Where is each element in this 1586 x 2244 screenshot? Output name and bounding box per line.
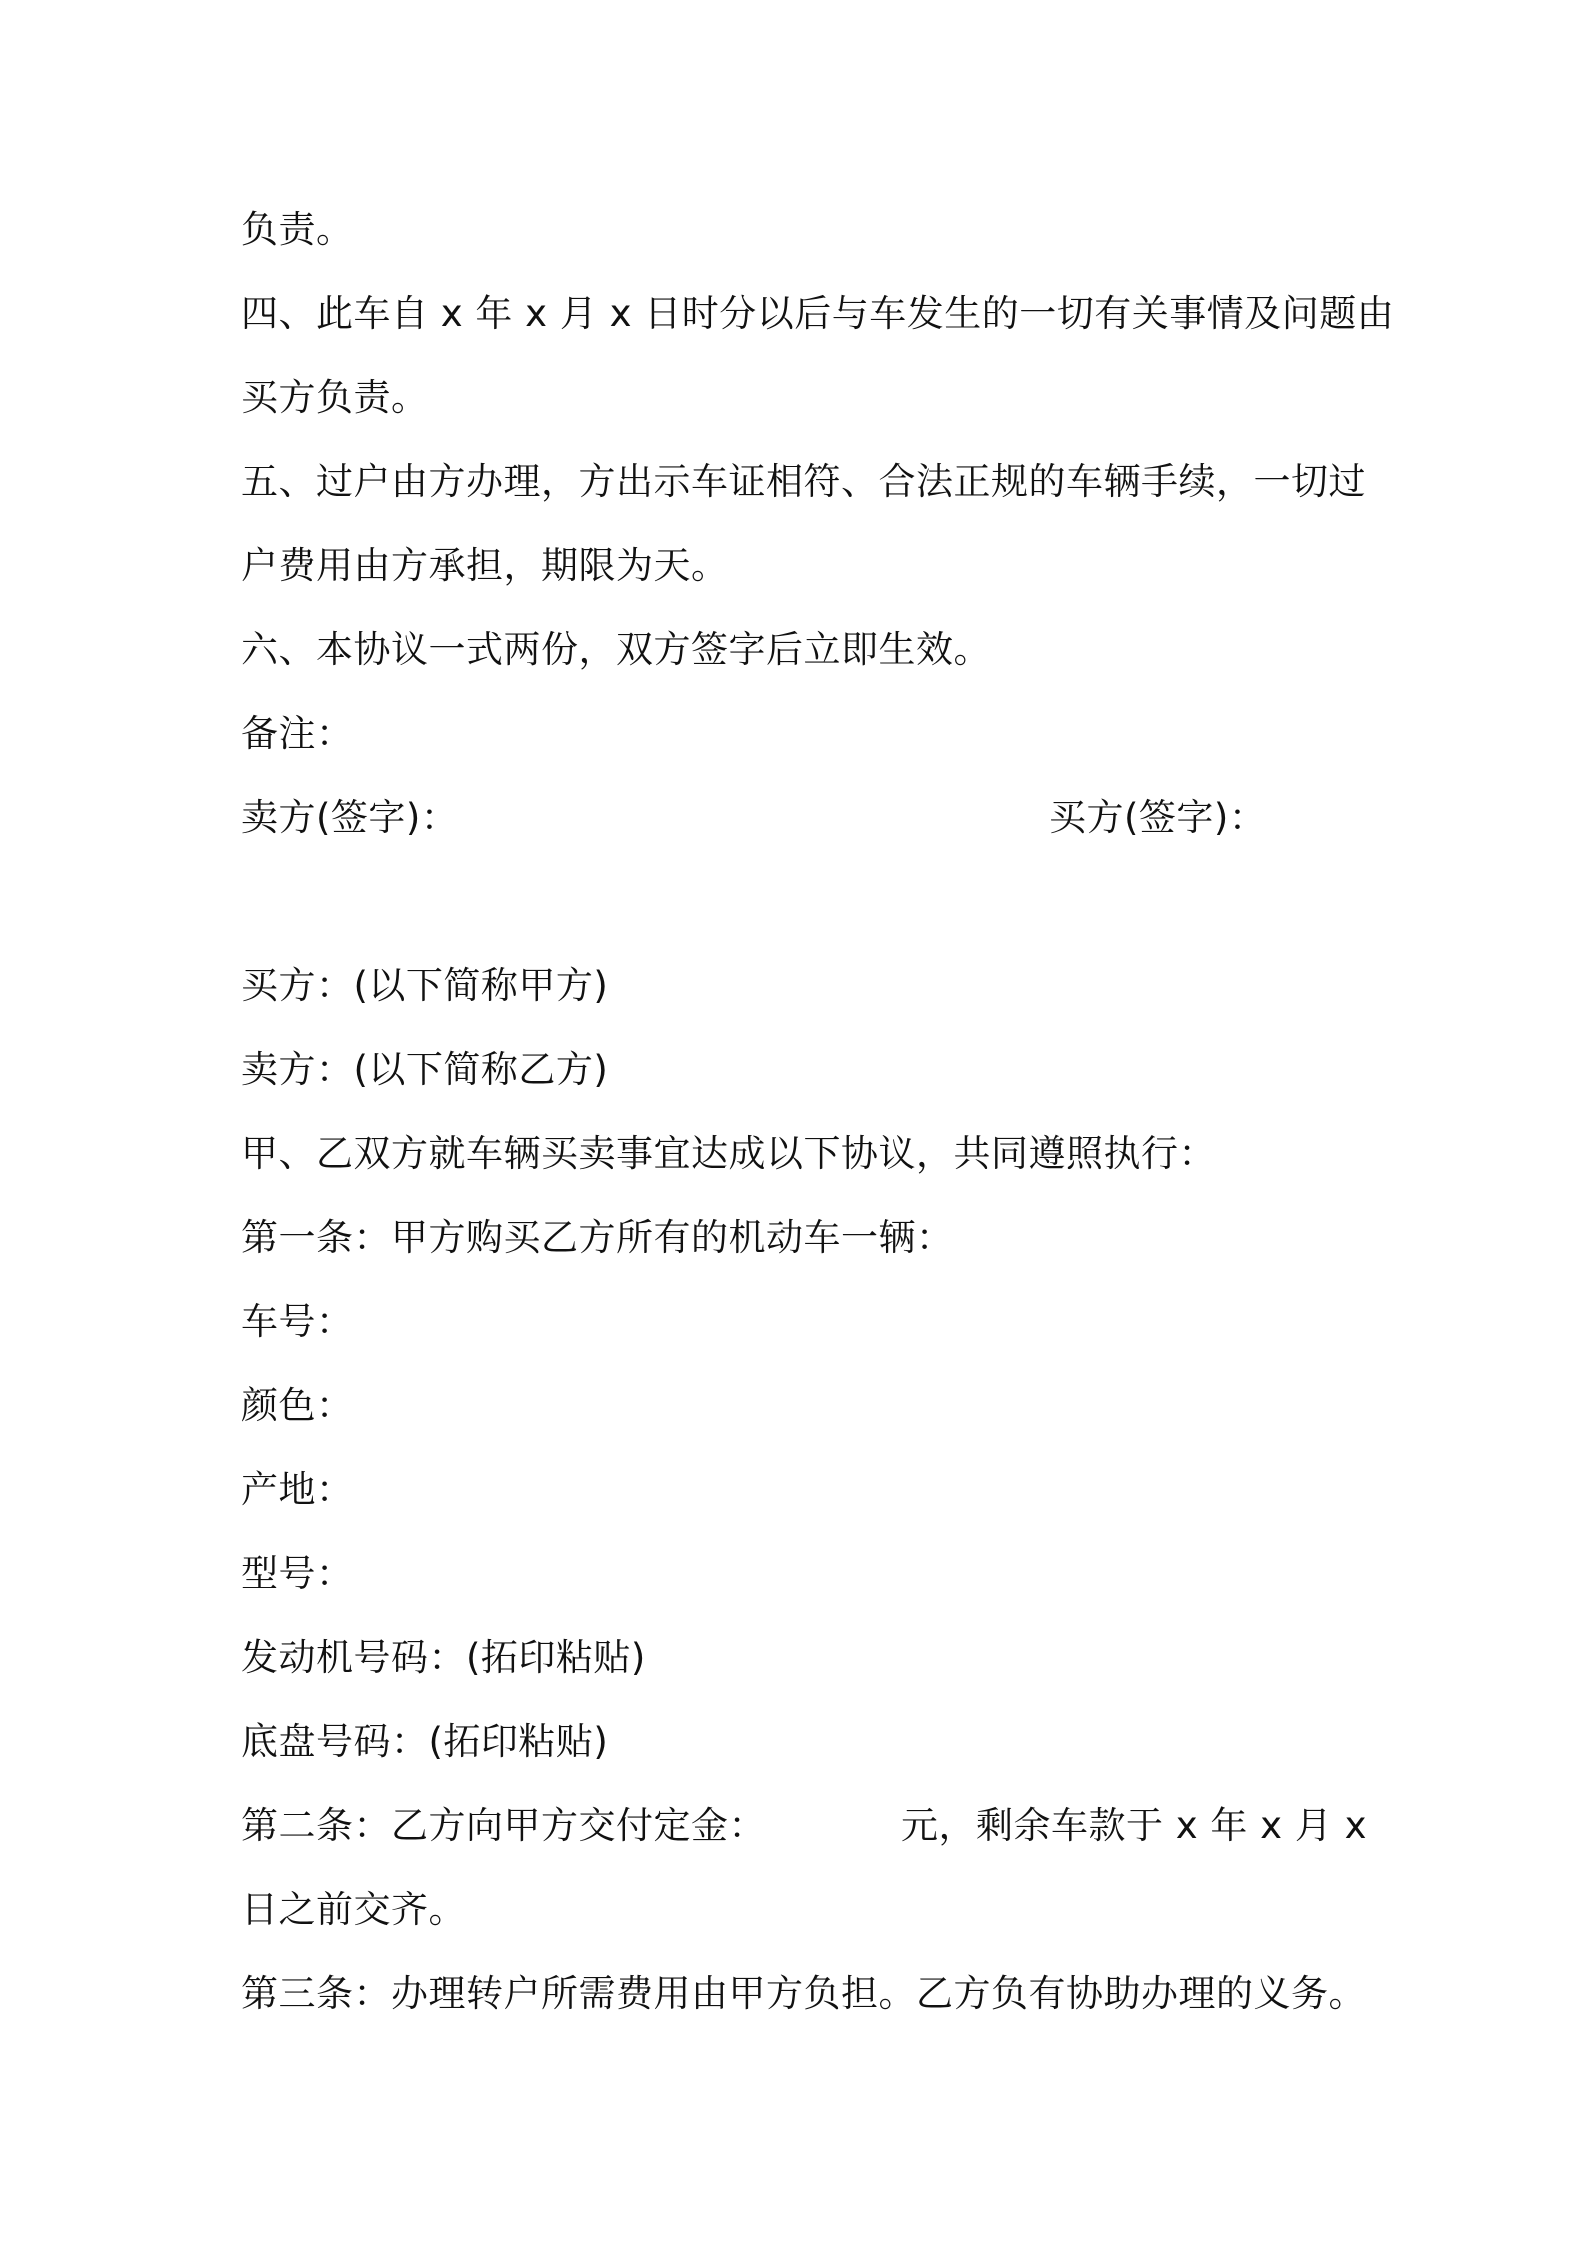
article-one: 第一条：甲方购买乙方所有的机动车一辆： bbox=[241, 1216, 954, 1259]
chassis-number-field: 底盘号码：(拓印粘贴) bbox=[241, 1720, 609, 1763]
clause-six: 六、本协议一式两份，双方签字后立即生效。 bbox=[241, 628, 991, 671]
text-line: 户费用由方承担，期限为天。 bbox=[241, 544, 729, 587]
signature-row bbox=[241, 793, 1371, 843]
seller-signature-label: 卖方(签字)： bbox=[241, 796, 459, 839]
model-field: 型号： bbox=[241, 1552, 354, 1595]
article-two-deposit: 第二条：乙方向甲方交付定金： bbox=[241, 1804, 766, 1847]
buyer-signature-label: 买方(签字)： bbox=[1049, 796, 1267, 839]
seller-party: 卖方：(以下简称乙方) bbox=[241, 1048, 609, 1091]
plate-number-field: 车号： bbox=[241, 1300, 354, 1343]
article-two-balance: 元，剩余车款于 x 年 x 月 x bbox=[901, 1804, 1367, 1847]
remarks-label: 备注： bbox=[241, 712, 354, 755]
text-line: 负责。 bbox=[241, 208, 354, 251]
article-three: 第三条：办理转户所需费用由甲方负担。乙方负有协助办理的义务。 bbox=[241, 1972, 1366, 2015]
origin-field: 产地： bbox=[241, 1468, 354, 1511]
clause-four: 四、此车自 x 年 x 月 x 日时分以后与车发生的一切有关事情及问题由 bbox=[241, 292, 1395, 335]
color-field: 颜色： bbox=[241, 1384, 354, 1427]
buyer-party: 买方：(以下简称甲方) bbox=[241, 964, 609, 1007]
text-line: 日之前交齐。 bbox=[241, 1888, 466, 1931]
article-two bbox=[241, 1801, 1371, 1851]
engine-number-field: 发动机号码：(拓印粘贴) bbox=[241, 1636, 646, 1679]
agreement-intro: 甲、乙双方就车辆买卖事宜达成以下协议，共同遵照执行： bbox=[241, 1132, 1216, 1175]
text-line: 买方负责。 bbox=[241, 376, 429, 419]
clause-five: 五、过户由方办理，方出示车证相符、合法正规的车辆手续，一切过 bbox=[241, 460, 1366, 503]
